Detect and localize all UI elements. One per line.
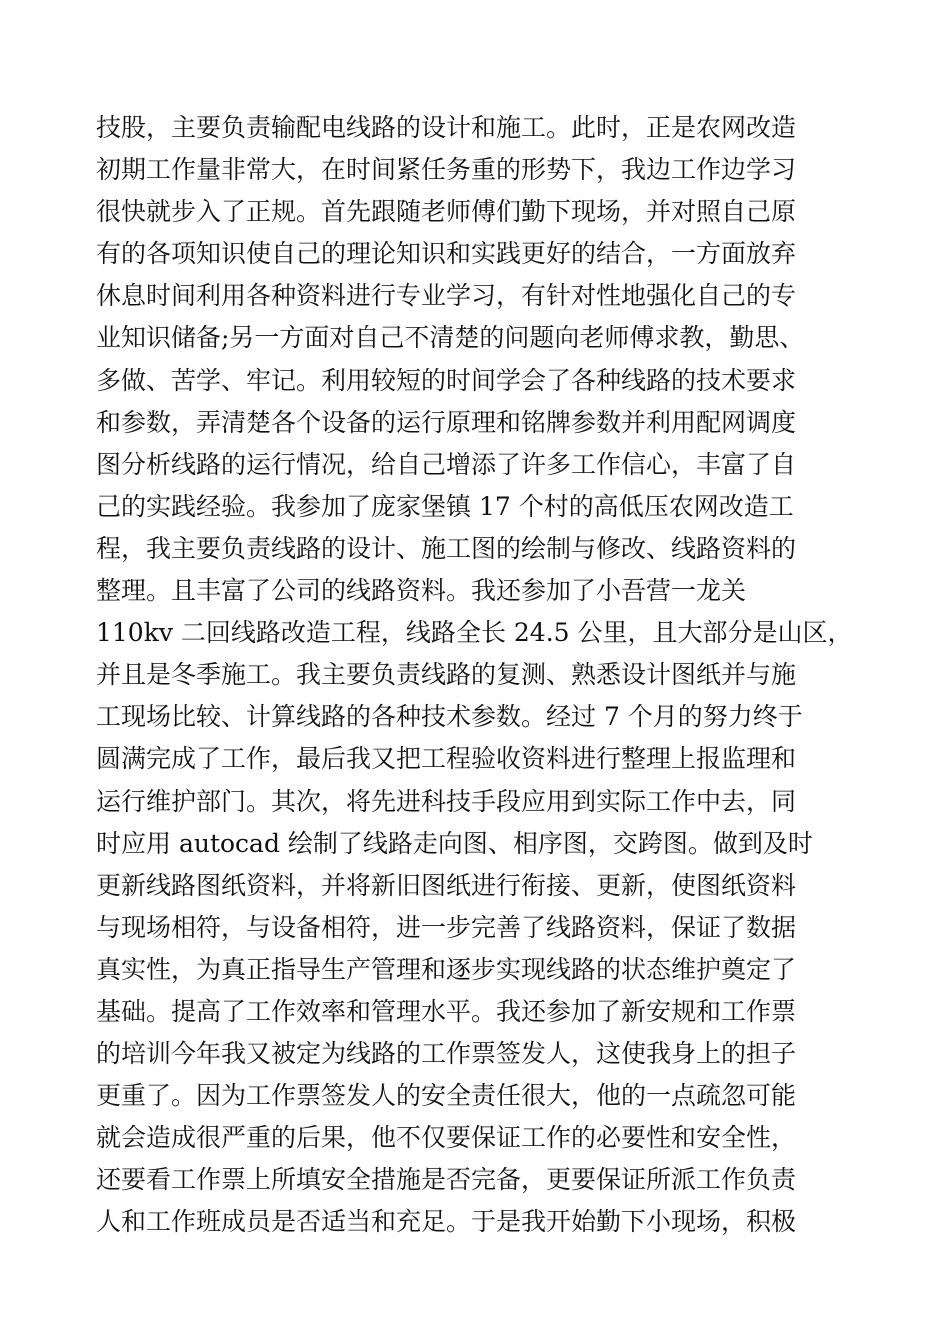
text-line: 图分析线路的运行情况，给自己增添了许多工作信心，丰富了自 bbox=[96, 449, 797, 479]
text-line: 己的实践经验。我参加了庞家堡镇 17 个村的高低压农网改造工 bbox=[96, 491, 794, 521]
text-line: 很快就步入了正规。首先跟随老师傅们勤下现场，并对照自己原 bbox=[96, 197, 797, 227]
body-text bbox=[96, 107, 866, 1244]
text-line: 休息时间利用各种资料进行专业学习，有针对性地强化自己的专 bbox=[96, 281, 797, 311]
text-line: 业知识储备;另一方面对自己不清楚的问题向老师傅求教，勤思、 bbox=[96, 323, 805, 353]
text-line: 有的各项知识使自己的理论知识和实践更好的结合，一方面放弃 bbox=[96, 239, 797, 269]
text-line: 人和工作班成员是否适当和充足。于是我开始勤下小现场，积极 bbox=[96, 1207, 797, 1237]
text-line: 圆满完成了工作，最后我又把工程验收资料进行整理上报监理和 bbox=[96, 744, 797, 774]
text-line: 整理。且丰富了公司的线路资料。我还参加了小吾营一龙关 bbox=[96, 576, 747, 606]
text-line: 与现场相符，与设备相符，进一步完善了线路资料，保证了数据 bbox=[96, 912, 797, 942]
text-line: 还要看工作票上所填安全措施是否完备，更要保证所派工作负责 bbox=[96, 1165, 797, 1195]
text-line: 更新线路图纸资料，并将新旧图纸进行衔接、更新，使图纸资料 bbox=[96, 870, 797, 900]
text-line: 和参数，弄清楚各个设备的运行原理和铭牌参数并利用配网调度 bbox=[96, 407, 797, 437]
text-line: 基础。提高了工作效率和管理水平。我还参加了新安规和工作票 bbox=[96, 996, 797, 1026]
text-line: 的培训今年我又被定为线路的工作票签发人，这使我身上的担子 bbox=[96, 1039, 797, 1069]
text-line: 更重了。因为工作票签发人的安全责任很大，他的一点疏忽可能 bbox=[96, 1081, 797, 1111]
text-line: 真实性，为真正指导生产管理和逐步实现线路的状态维护奠定了 bbox=[96, 954, 797, 984]
text-line: 多做、苦学、牢记。利用较短的时间学会了各种线路的技术要求 bbox=[96, 365, 797, 395]
text-line: 初期工作量非常大，在时间紧任务重的形势下，我边工作边学习 bbox=[96, 155, 797, 185]
text-line: 110kv 二回线路改造工程，线路全长 24.5 公里，且大部分是山区， bbox=[96, 618, 853, 648]
text-line: 并且是冬季施工。我主要负责线路的复测、熟悉设计图纸并与施 bbox=[96, 660, 797, 690]
text-line: 技股，主要负责输配电线路的设计和施工。此时，正是农网改造 bbox=[96, 113, 797, 142]
text-line: 时应用 autocad 绘制了线路走向图、相序图，交跨图。做到及时 bbox=[96, 828, 813, 858]
text-line: 就会造成很严重的后果，他不仅要保证工作的必要性和安全性， bbox=[96, 1123, 797, 1153]
text-line: 程，我主要负责线路的设计、施工图的绘制与修改、线路资料的 bbox=[96, 533, 797, 563]
text-line: 工现场比较、计算线路的各种技术参数。经过 7 个月的努力终于 bbox=[96, 702, 803, 732]
text-line: 运行维护部门。其次，将先进科技手段应用到实际工作中去，同 bbox=[96, 786, 797, 816]
